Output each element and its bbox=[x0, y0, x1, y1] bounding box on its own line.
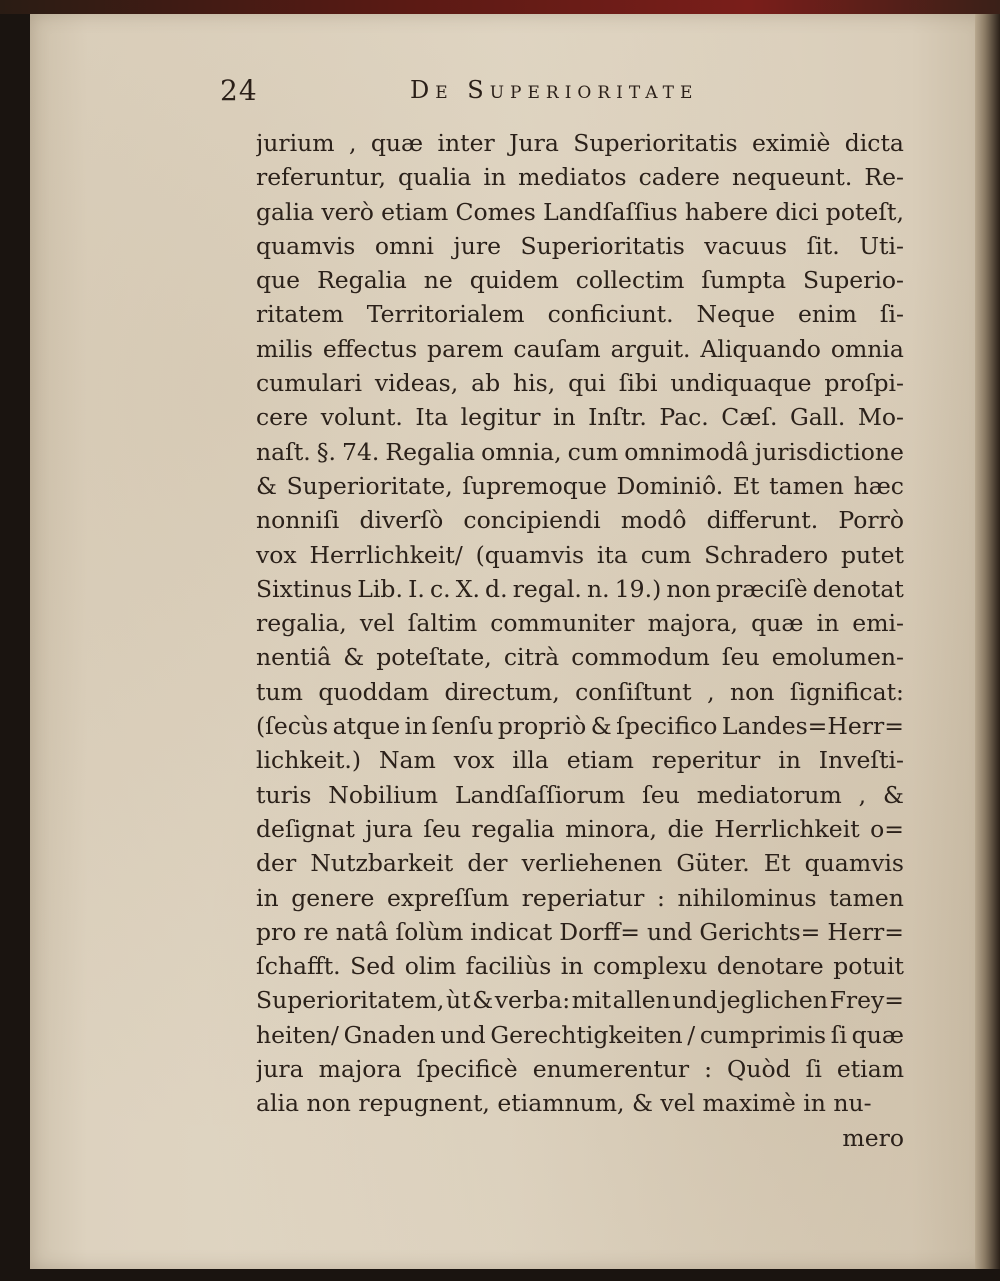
text-line: alia non repugnent, etiamnum, & vel maximè in nu- bbox=[256, 1089, 872, 1118]
text-line: nentiâ & poteſtate, citrà commodum ſeu emolumen- bbox=[256, 643, 904, 672]
running-head: De Superioritate bbox=[410, 76, 699, 104]
text-line: der Nutzbarkeit der verliehenen Güter. Et quamvis bbox=[256, 849, 904, 878]
text-line: naſt. §. 74. Regalia omnia, cum omnimodâ jurisdictione bbox=[256, 437, 904, 466]
text-line: referuntur, qualia in mediatos cadere nequeunt. Re- bbox=[256, 163, 904, 192]
text-line: ritatem Territorialem conficiunt. Neque enim ſi- bbox=[256, 300, 904, 329]
text-line: cumulari videas, ab his, qui ſibi undiquaque proſpi- bbox=[256, 369, 904, 398]
text-line: tum quoddam directum, conſiſtunt , non ſignificat: bbox=[256, 677, 904, 706]
text-line: regalia, vel ſaltim communiter majora, quæ in emi- bbox=[256, 609, 904, 638]
text-line: galia verò etiam Comes Landſaſſius habere dici poteſt, bbox=[256, 197, 904, 226]
text-line: quamvis omni jure Superioritatis vacuus ſit. Uti- bbox=[256, 231, 904, 260]
body-text bbox=[256, 126, 904, 1155]
text-line: ſchafft. Sed olim faciliùs in complexu denotare potuit bbox=[256, 952, 904, 981]
page-gutter-shadow bbox=[975, 14, 1000, 1269]
catchword: mero bbox=[842, 1123, 904, 1152]
text-line: jura majora ſpecificè enumerentur : Quòd ſi etiam bbox=[256, 1055, 904, 1084]
text-line: jurium , quæ inter Jura Superioritatis eximiè dicta bbox=[256, 129, 904, 157]
text-line: cere volunt. Ita legitur in Inſtr. Pac. Cæſ. Gall. Mo- bbox=[256, 403, 904, 432]
text-line: turis Nobilium Landſaſſiorum ſeu mediatorum , & bbox=[256, 780, 904, 809]
text-line: milis effectus parem cauſam arguit. Aliquando omnia bbox=[256, 334, 904, 363]
text-line: in genere expreſſum reperiatur : nihilominus tamen bbox=[256, 883, 904, 912]
text-line: vox Herrlichkeit/ (quamvis ita cum Schradero putet bbox=[256, 540, 904, 569]
page-top-edge bbox=[0, 0, 1000, 14]
text-line: Sixtinus Lib. I. c. X. d. regal. n. 19.) non præciſè denotat bbox=[256, 574, 904, 603]
text-line: lichkeit.) Nam vox illa etiam reperitur in Inveſti- bbox=[256, 746, 904, 775]
text-line: deſignat jura ſeu regalia minora, die Herrlichkeit o= bbox=[256, 814, 904, 843]
text-line: pro re natâ ſolùm indicat Dorff= und Gerichts= Herr= bbox=[256, 917, 904, 946]
text-line: que Regalia ne quidem collectim ſumpta Superio- bbox=[256, 266, 904, 295]
text-line: (ſecùs atque in ſenſu propriò & ſpecifico Landes=Herr= bbox=[256, 712, 904, 741]
text-line: Superioritatem, ùt & verba: mit allen und jeglichen Frey= bbox=[256, 986, 904, 1015]
text-line: heiten/ Gnaden und Gerechtigkeiten / cumprimis ſi quæ bbox=[256, 1020, 904, 1049]
text-line: & Superioritate, ſupremoque Dominiô. Et tamen hæc bbox=[256, 471, 904, 500]
page-number: 24 bbox=[220, 74, 258, 107]
page-header bbox=[220, 74, 720, 114]
text-line: nonniſi diverſò concipiendi modô differunt. Porrò bbox=[256, 506, 904, 535]
